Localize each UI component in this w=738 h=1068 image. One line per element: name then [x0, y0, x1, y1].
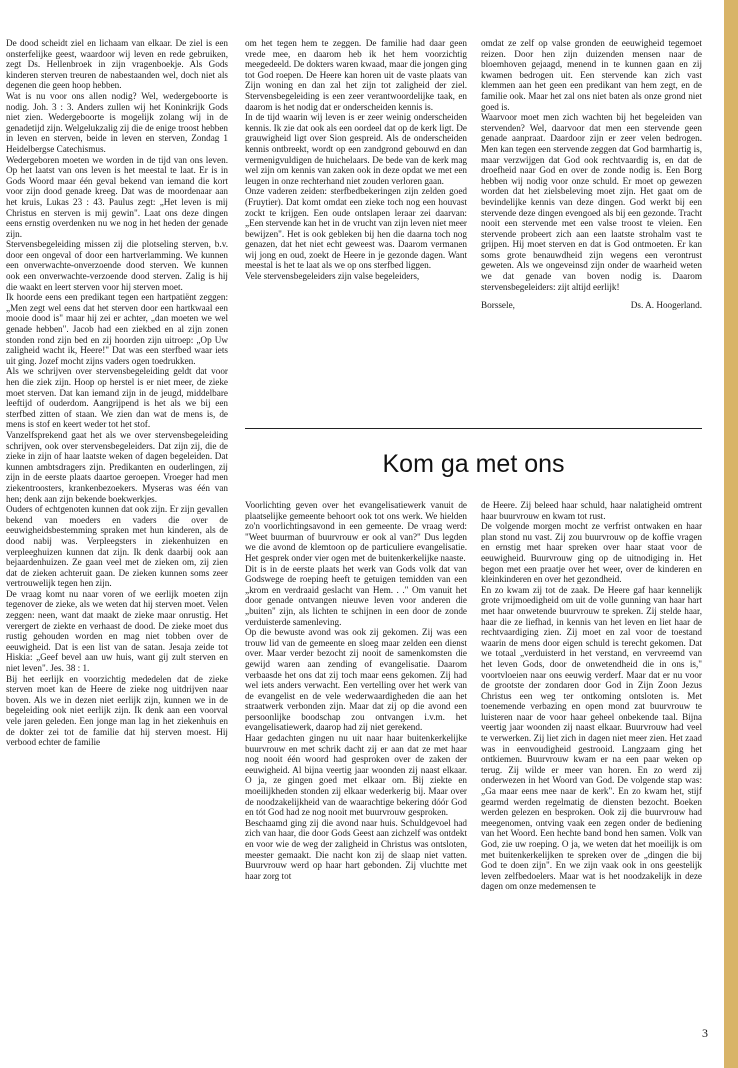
- signature: [481, 300, 702, 311]
- paragraph: omdat ze zelf op valse gronden de eeuwigheid tegemoet reizen. Door hen zijn duizenden mensen naar de bloemhoven gejaagd, menend in te kunnen gaan en zij kwamen bedrogen uit. Een stervende kan zich vast klemmen aan het geen een predikant van hem zegt, en de familie ook. Maar het zal ons niet baten als onze grond niet goed is.: [481, 38, 702, 112]
- paragraph: Onze vaderen zeiden: sterfbedbekeringen zijn zelden goed (Fruytier). Dat komt omdat een zieke toch nog een houvast zockt te krijgen. Een oude ontslapen leraar zei daarvan: „Een stervende kan het in de vrucht van zijn leven niet meer bewijzen". Het is ook gebleken bij hen die daarna toch nog genazen, dat het niet echt geweest was. Daarom vermanen wij jong en oud, zoekt de Heere in je gezonde dagen. Want meestal is het te laat als we op ons sterfbed liggen.: [245, 186, 467, 271]
- paragraph: Waarvoor moet men zich wachten bij het begeleiden van stervenden? Wel, daarvoor dat men een stervende geen genade aanpraat. Daardoor zijn er zeer velen bedrogen. Men kan tegen een stervende zeggen dat God barmhartig is, maar verzwijgen dat God ook rechtvaardig is, en dat de droefheid naar God en over de zonde nodig is. Een Borg hebben wij nodig voor onze schuld. Er moet op gewezen worden dat het zielsbeleving moet zijn. Het gaat om de bevindelijke kennis van deze dingen. God werkt bij een stervende deze dingen evengoed als bij een gezonde. Tracht nooit een stervende met een valse troost te vleien. Een stervende probeert zich aan een laatste strohalm vast te grijpen. Hij moet sterven en dat is God ontmoeten. Er kan soms grote benauwdheid zijn wegens een verontrust geweten. Als we ongeveinsd zijn onder de waarheid weten we dat genade van boven nodig is. Daarom stervensbegeleiders: zijt altijd eerlijk!: [481, 112, 702, 292]
- article-column-1: [6, 38, 228, 1043]
- paragraph: Ouders of echtgenoten kunnen dat ook zijn. Er zijn gevallen bekend van moeders en vaders die over de eeuwigheidsbestemming spraken met hun kinderen, als de dood nabij was. Verpleegsters in ziekenhuizen en verpleeghuizen kunnen dat zijn. Ik denk daarbij ook aan bejaardenhuizen. Ze gaan veel met de zieken om, zij zien dat de zieken achteruit gaan. De zieken kunnen soms zeer vertrouwelijk tegen hen zijn.: [6, 504, 228, 589]
- article-column-3: [481, 38, 702, 418]
- paragraph: En zo kwam zij tot de zaak. De Heere gaf haar kennelijk grote vrijmoedigheid om uit de volle gunning van haar hart met haar onwetende buurvrouw te spreken. Zij stelde haar, haar die ze liefhad, in kennis van het leven en liet haar de rechtvaardiging zien. Zij moet en zal voor de toestand waarin de mens door eigen schuld is terecht gekomen. Dat we totaal „verduisterd in het verstand, en vervreemd van het leven Gods, door de onwetendheid die in ons is," voortvloeien naar ons eeuwig verderf. Maar dat er nu voor de grootste der zondaren door God in Zijn Zoon Jezus Christus een weg ter ontkoming ontsloten is. Met toenemende verbazing en open mond zat buurvrouw te luisteren naar de voor haar geheel onbekende taal. Bijna veertig jaar woonden zij naast elkaar. Buurvrouw had veel te verwerken. Zij liet zich in dagen niet meer zien. Het zaad was in eenvoudigheid gestrooid. Langzaam ging het ontkiemen. Buurvrouw kwam er na een paar weken op terug. Zij wilde er meer van horen. En zo werd zij onderwezen in het Woord van God. De volgende stap was: „Ga maar eens mee naar de kerk". En zo kwam het, stijf gearmd werden regelmatig de diensten bezocht. Boeken werden gelezen en besproken. Ook zij die buurvrouw had meegenomen, ontving vaak een zegen onder de bediening van het Woord. Een hechte band bond hen samen. Volk van God, zie uw roeping. O ja, we weten dat het moeilijk is om met buitenkerkelijken te spreken over de „dingen die bij God te doen zijn". En we zijn vaak ook in ons geestelijk leven zelfbedoelers. Maar wat is het noodzakelijk in deze dagen om onze medemensen te: [481, 584, 702, 892]
- paragraph: Op die bewuste avond was ook zij gekomen. Zij was een trouw lid van de gemeente en sloeg maar zelden een dienst over. Maar verder bezocht zij nooit de samenkomsten die gewijd waren aan zending of evangelisatie. Daarom verbaasde het ons dat zij toch maar eens gekomen. Zij had wel iets anders verwacht. Een vertelling over het werk van de evangelist en de vele wederwaardigheden die aan het straatwerk verbonden zijn. Maar dat zij op die avond een persoonlijke boodschap zou ontvangen i.v.m. het evangelisatiewerk, daarop had zij niet gerekend.: [245, 627, 467, 733]
- article-column-2: [245, 38, 467, 390]
- paragraph: Stervensbegeleiding missen zij die plotseling sterven, b.v. door een ongeval of door een hartverlamming. We kunnen een onverwachte-onverzoende dood sterven. We kunnen ook een onverwachte-verzoende dood sterven. Zalig is hij die waakt en leert sterven voor hij sterven moet.: [6, 239, 228, 292]
- signature-author: Ds. A. Hoogerland.: [630, 300, 702, 311]
- paragraph: Beschaamd ging zij die avond naar huis. Schuldgevoel had zich van haar, die door Gods Geest aan zichzelf was ontdekt en voor wie de weg der zaligheid in Christus was ontsloten, meester gemaakt. Die nacht kon zij de slaap niet vatten. Buurvrouw werd op haar hart gebonden. Zij vluchtte met haar zorg tot: [245, 817, 467, 881]
- paragraph: Vanzelfsprekend gaat het als we over stervensbegeleiding schrijven, ook over stervensbegeleiders. Dat zijn zij, die de zieke in zijn of haar laatste weken of dagen begeleiden. Dat kunnen ambtsdragers zijn. Predikanten en ouderlingen, zij zijn in de eerste plaats daartoe geroepen. Vroeger had men ziekentroosters, krankenbezoekers. Myseras was één van hen; denk aan zijn bekende boekwerkjes.: [6, 429, 228, 504]
- paragraph: In de tijd waarin wij leven is er zeer weinig onderscheiden kennis. Ik zie dat ook als een oordeel dat op de kerk ligt. De grauwigheid ligt over Sion gespreid. Als de onderscheiden kennis ontbreekt, wordt op een zandgrond gebouwd en dan vermenigvuldigen de huichelaars. De bede van de kerk mag wel zijn om kennis van zaken ook in deze opdat we met een leugen in onze rechterhand niet zouden verloren gaan.: [245, 112, 467, 186]
- paragraph: Bij het eerlijk en voorzichtig mededelen dat de zieke sterven moet kan de Heere de zieke nog uitdrijven naar boven. Als we in dezen niet eerlijk zijn, kunnen we in de begeleiding ook niet eerlijk zijn. Ik denk aan een voorval vele jaren geleden. Een jonge man lag in het ziekenhuis en de dokter zei tot de familie dat hij sterven moest. Hij verbood echter de familie: [6, 673, 228, 748]
- page-number: 3: [702, 1026, 708, 1040]
- paragraph: Ik hoorde eens een predikant tegen een hartpatiënt zeggen: „Men zegt wel eens dat het sterven door een hartkwaal een mooie dood is" maar hij zei er achter, „dan moeten we wel genade hebben". Jacob had een ziekbed en al zijn zonen stonden rond zijn bed en zij hoorden zijn uitroep: „Op Uw zaligheid wacht ik, Heere!" Dat was een sterfbed waar iets uit ging. Jozef mocht zijns vaders ogen toedrukken.: [6, 292, 228, 366]
- article-headline: Kom ga met ons: [382, 450, 565, 478]
- section-divider: [245, 428, 702, 429]
- paragraph: Haar gedachten gingen nu uit naar haar buitenkerkelijke buurvrouw en met schrik dacht zij er aan dat ze met haar nog nooit één woord had gesproken over de zaken der eeuwigheid. Al bijna veertig jaar woonden zij naast elkaar. O ja, ze gingen goed met elkaar om. Bij ziekte en moeilijkheden stonden zij elkaar wederkerig bij. Maar over de noodzakelijkheid van de waarachtige bekering dóór God en tót God had ze nog nooit met buurvrouw gesproken.: [245, 733, 467, 818]
- paragraph: Wat is nu voor ons allen nodig? Wel, wedergeboorte is nodig. Joh. 3 : 3. Anders zullen wij het Koninkrijk Gods niet zien. Wedergeboorte is mogelijk zolang wij in de genadetijd zijn. Welgelukzalig zij die de enige troost hebben in leven en sterven, beide in leven en sterven, Zondag 1 Heidelbergse Catechismus.: [6, 90, 228, 154]
- page-edge-strip: [724, 0, 738, 1068]
- paragraph: Voorlichting geven over het evangelisatiewerk vanuit de plaatselijke gemeente behoort ook tot ons werk. We hielden zo'n voorlichtingsavond in een gemeente. De vraag werd: "Weet buurman of buurvrouw er ook al van?" Dus legden we die avond de klemtoon op de particuliere evangelisatie. Het gesprek onder vier ogen met de buitenkerkelijke naaste.: [245, 500, 467, 563]
- second-article-column-2: [481, 500, 702, 1030]
- paragraph: de Heere. Zij beleed haar schuld, haar nalatigheid omtrent haar buurvrouw en kwam tot rust.: [481, 500, 702, 521]
- paragraph: De vraag komt nu naar voren of we eerlijk moeten zijn tegenover de zieke, als we weten dat hij sterven moet. Velen zeggen: neen, want dat maakt de zieke maar onrustig. Het verergert de ziekte en verhaast de dood. De zieke moet dus rustig gehouden worden en mag niet tobben over de eeuwigheid. Dat is een list van de satan. Jesaja zeide tot Hiskia: „Geef bevel aan uw huis, want gij zult sterven en niet leven". Jes. 38 : 1.: [6, 588, 228, 674]
- paragraph: Dit is in de eerste plaats het werk van Gods volk dat van Godswege de roeping heeft te getuigen temidden van een „krom en verdraaid geslacht van Hem. . ." Om vanuit het door genade ontvangen nieuwe leven voor anderen die „buiten" zijn, als lichten te schijnen in een door de zonde verduisterde samenleving.: [245, 563, 467, 627]
- paragraph: Vele stervensbegeleiders zijn valse begeleiders,: [245, 271, 420, 282]
- second-article-column-1: [245, 500, 467, 1045]
- signature-place: Borssele,: [481, 300, 515, 311]
- paragraph: om het tegen hem te zeggen. De familie had daar geen vrede mee, en daarom heb ik het hem voorzichtig meegedeeld. De dokters waren kwaad, maar die jongen ging tot God roepen. De Heere kan horen uit de vaste plaats van Zijn woning en dan zal het zijn tot zaligheid der ziel. Stervensbegeleiding is een zeer verantwoordelijke taak, en daarom is het nodig dat er onderscheiden kennis is.: [245, 38, 467, 112]
- paragraph: De dood scheidt ziel en lichaam van elkaar. De ziel is een onsterfelijke geest, waardoor wij leven en rede gebruiken, zegt Ds. Hellenbroek in zijn vragenboekje. Als Gods kinderen sterven treuren de nabestaanden wel, doch niet als degenen die geen hoop hebben.: [6, 38, 228, 91]
- paragraph: Als we schrijven over stervensbegeleiding geldt dat voor hen die ziek zijn. Hoop op herstel is er niet meer, de zieke moet sterven. Dat kan iemand zijn in de jeugd, middelbare leeftijd of ouderdom. Aangrijpend is het als we bij een sterfbed zitten of staan. We zien dan wat de mens is, de mens is stof en keert weder tot het stof.: [6, 366, 228, 430]
- paragraph: De volgende morgen mocht ze verfrist ontwaken en haar plan stond nu vast. Zij zou buurvrouw op de koffie vragen en ernstig met haar spreken over haar staat voor de eeuwigheid. Buurvrouw ging op de uitnodiging in. Het begon met een praatje over het weer, over de kinderen en kleinkinderen en over het gezondheid.: [481, 521, 702, 585]
- paragraph: Wedergeboren moeten we worden in de tijd van ons leven. Op het laatst van ons leven is het meestal te laat. Er is in Gods Woord maar één geval bekend van iemand die kort voor zijn dood genade kreeg. Dat was de moordenaar aan het kruis, Lukas 23 : 43. Paulus zegt: „Het leven is mij Christus en sterven is mij gewin". Laat ons deze dingen eens ernstig overdenken nu we nog in het heden der genade zijn.: [6, 154, 228, 239]
